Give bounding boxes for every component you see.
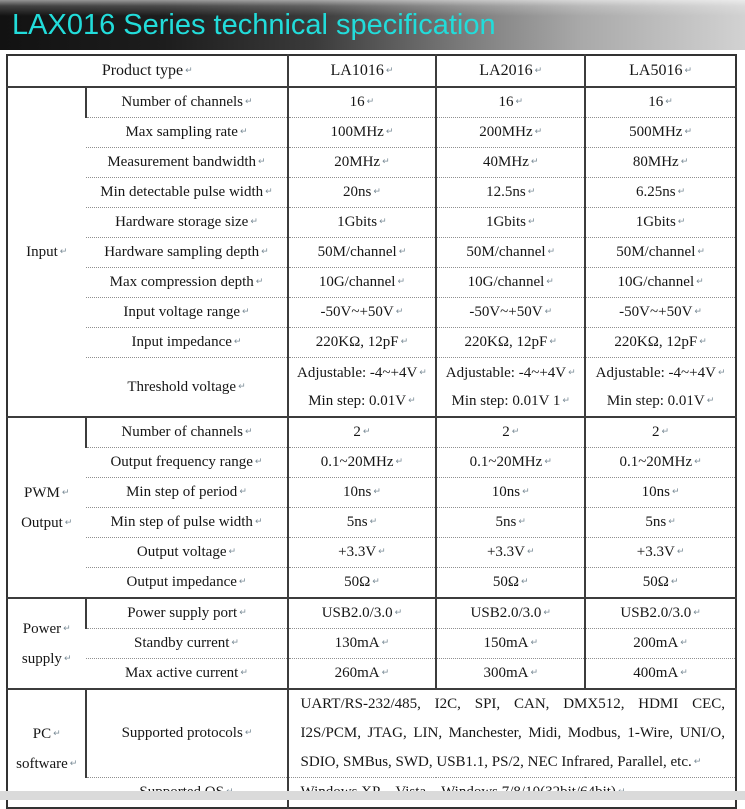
group-label-line: Output ↵ [21, 514, 73, 531]
value-cell: 16 ↵ [436, 87, 585, 118]
paragraph-mark-icon: ↵ [684, 127, 692, 138]
product-name-cell: LA2016 ↵ [436, 55, 585, 87]
paragraph-mark-icon: ↵ [665, 97, 673, 108]
value-cell: -50V~+50V ↵ [436, 298, 585, 328]
paragraph-mark-icon: ↵ [534, 66, 543, 76]
attr-cell: Min detectable pulse width ↵ [100, 184, 273, 201]
value-cell: 5ns ↵ [288, 508, 437, 538]
value-cell: USB2.0/3.0 ↵ [585, 598, 736, 629]
spec-row [7, 598, 736, 629]
paragraph-mark-icon: ↵ [717, 368, 726, 378]
value-cell: 50M/channel ↵ [436, 238, 585, 268]
paragraph-mark-icon: ↵ [526, 547, 535, 558]
attr-cell: Min step of pulse width ↵ [110, 514, 263, 531]
paragraph-mark-icon: ↵ [534, 127, 543, 138]
attr-cell: Number of channels ↵ [86, 87, 287, 118]
paragraph-mark-icon: ↵ [239, 608, 247, 619]
value-cell: 20MHz ↵ [288, 148, 437, 178]
spec-row [7, 178, 736, 208]
paragraph-mark-icon: ↵ [697, 247, 705, 258]
paragraph-mark-icon: ↵ [661, 427, 670, 438]
value-cell: 130mA ↵ [288, 629, 437, 659]
paragraph-mark-icon: ↵ [676, 547, 685, 558]
cell-line: Min step: 0.01V ↵ [308, 393, 416, 409]
paragraph-mark-icon: ↵ [369, 517, 378, 528]
paragraph-mark-icon: ↵ [527, 217, 536, 228]
value-cell: 220KΩ, 12pF ↵ [436, 328, 585, 358]
value-cell: 0.1~20MHz ↵ [288, 448, 437, 478]
paragraph-mark-icon: ↵ [530, 157, 539, 168]
value-cell [585, 358, 736, 418]
value-cell: 400mA ↵ [585, 659, 736, 690]
paragraph-mark-icon: ↵ [395, 307, 404, 318]
value-cell [288, 358, 437, 418]
paragraph-mark-icon: ↵ [233, 337, 242, 348]
spec-row [7, 417, 736, 448]
paragraph-mark-icon: ↵ [366, 97, 375, 108]
group-label-line: Input ↵ [26, 244, 68, 260]
paragraph-mark-icon: ↵ [521, 577, 529, 588]
value-cell: 10ns ↵ [436, 478, 585, 508]
paragraph-mark-icon: ↵ [668, 517, 676, 528]
spec-row [7, 148, 736, 178]
value-cell: 5ns ↵ [436, 508, 585, 538]
paragraph-mark-icon: ↵ [518, 517, 526, 528]
paragraph-mark-icon: ↵ [547, 247, 556, 258]
paragraph-mark-icon: ↵ [63, 653, 72, 664]
attr-cell: Power supply port ↵ [86, 598, 287, 629]
attr-cell: Output frequency range ↵ [110, 454, 263, 471]
spec-row [7, 448, 736, 478]
value-cell: 200mA ↵ [585, 629, 736, 659]
value-cell: 1Gbits ↵ [288, 208, 437, 238]
value-cell: 16 ↵ [585, 87, 736, 118]
spec-row [7, 328, 736, 358]
paragraph-mark-icon: ↵ [372, 577, 380, 588]
value-cell: USB2.0/3.0 ↵ [436, 598, 585, 629]
cell-line: I2S/PCM, JTAG, LIN, Manchester, Midi, Modbus, 1-Wire, UNI/O, [300, 725, 725, 741]
attr-cell: Supported protocols ↵ [86, 689, 287, 778]
paragraph-mark-icon: ↵ [245, 427, 253, 438]
attr-cell: Max sampling rate ↵ [125, 124, 248, 141]
value-cell: 50M/channel ↵ [288, 238, 437, 268]
value-cell: 220KΩ, 12pF ↵ [288, 328, 437, 358]
spec-row [7, 508, 736, 538]
value-cell: 50Ω ↵ [436, 568, 585, 599]
group-label-cell [7, 87, 86, 417]
attr-cell: Max compression depth ↵ [109, 274, 264, 291]
paragraph-mark-icon: ↵ [671, 487, 680, 498]
attr-cell: Min step of period ↵ [126, 484, 247, 501]
paragraph-mark-icon: ↵ [228, 547, 237, 558]
paragraph-mark-icon: ↵ [544, 307, 553, 318]
value-cell: 100MHz ↵ [288, 118, 437, 148]
attr-cell: Standby current ↵ [134, 635, 239, 652]
value-cell: 2 ↵ [436, 417, 585, 448]
value-cell: 200MHz ↵ [436, 118, 585, 148]
bottom-edge-bar [0, 791, 745, 800]
paragraph-mark-icon: ↵ [254, 517, 263, 528]
value-cell: 80MHz ↵ [585, 148, 736, 178]
value-cell: 300mA ↵ [436, 659, 585, 690]
paragraph-mark-icon: ↵ [543, 608, 551, 619]
paragraph-mark-icon: ↵ [381, 638, 390, 649]
attr-cell: Max active current ↵ [125, 665, 248, 682]
value-cell: 20ns ↵ [288, 178, 437, 208]
spec-row [7, 568, 736, 599]
cell-line: UART/RS-232/485, I2C, SPI, CAN, DMX512, HDMI CEC, [300, 696, 725, 712]
paragraph-mark-icon: ↵ [568, 368, 576, 378]
group-label-cell [7, 598, 86, 689]
paragraph-mark-icon: ↵ [515, 97, 523, 108]
paragraph-mark-icon: ↵ [680, 157, 689, 168]
paragraph-mark-icon: ↵ [677, 187, 686, 198]
value-cell: 10ns ↵ [585, 478, 736, 508]
group-label-line: PC ↵ [32, 725, 61, 742]
cell-line: Adjustable: -4~+4V ↵ [445, 365, 576, 381]
value-cell: 10ns ↵ [288, 478, 437, 508]
attr-cell: Hardware sampling depth ↵ [104, 244, 269, 261]
paragraph-mark-icon: ↵ [680, 638, 688, 649]
spec-row [7, 478, 736, 508]
paragraph-mark-icon: ↵ [242, 307, 250, 318]
product-name-cell: LA5016 ↵ [585, 55, 736, 87]
value-cell: 50Ω ↵ [585, 568, 736, 599]
spec-row [7, 659, 736, 690]
value-cell: 150mA ↵ [436, 629, 585, 659]
paragraph-mark-icon: ↵ [527, 187, 536, 198]
value-cell: 10G/channel ↵ [585, 268, 736, 298]
value-cell: 6.25ns ↵ [585, 178, 736, 208]
paragraph-mark-icon: ↵ [239, 487, 247, 498]
cell-line: Adjustable: -4~+4V ↵ [296, 365, 427, 381]
value-cell: 260mA ↵ [288, 659, 437, 690]
spec-row [7, 689, 736, 778]
value-cell: 50M/channel ↵ [585, 238, 736, 268]
paragraph-mark-icon: ↵ [254, 457, 263, 468]
paragraph-mark-icon: ↵ [699, 337, 707, 348]
spec-row [7, 238, 736, 268]
spec-row [7, 208, 736, 238]
paragraph-mark-icon: ↵ [381, 668, 390, 679]
paragraph-mark-icon: ↵ [694, 457, 702, 468]
group-label-line: supply ↵ [21, 650, 72, 667]
product-type-row [7, 55, 736, 87]
value-cell: 500MHz ↵ [585, 118, 736, 148]
paragraph-mark-icon: ↵ [53, 728, 61, 739]
spec-table-body [7, 55, 736, 808]
paragraph-mark-icon: ↵ [385, 127, 394, 138]
value-cell: 5ns ↵ [585, 508, 736, 538]
paragraph-mark-icon: ↵ [362, 427, 371, 438]
value-cell: 16 ↵ [288, 87, 437, 118]
group-label-cell [7, 417, 86, 598]
paragraph-mark-icon: ↵ [250, 217, 258, 228]
attr-cell: Input impedance ↵ [131, 334, 242, 351]
value-cell: 0.1~20MHz ↵ [585, 448, 736, 478]
value-cell [436, 358, 585, 418]
attr-cell: Hardware storage size ↵ [115, 214, 258, 231]
page-title: LAX016 Series technical specification [12, 8, 496, 41]
value-cell: 1Gbits ↵ [436, 208, 585, 238]
paragraph-mark-icon: ↵ [670, 577, 679, 588]
paragraph-mark-icon: ↵ [64, 517, 73, 528]
paragraph-mark-icon: ↵ [706, 396, 715, 406]
paragraph-mark-icon: ↵ [240, 668, 248, 679]
value-cell: +3.3V ↵ [436, 538, 585, 568]
product-type-label-cell: Product type ↵ [101, 62, 193, 79]
paragraph-mark-icon: ↵ [511, 427, 520, 438]
paragraph-mark-icon: ↵ [395, 457, 404, 468]
paragraph-mark-icon: ↵ [185, 66, 193, 76]
value-cell: 12.5ns ↵ [436, 178, 585, 208]
spec-row [7, 118, 736, 148]
paragraph-mark-icon: ↵ [680, 668, 688, 679]
value-cell: -50V~+50V ↵ [585, 298, 736, 328]
paragraph-mark-icon: ↵ [684, 66, 692, 76]
paragraph-mark-icon: ↵ [562, 396, 570, 406]
attr-cell: Output voltage ↵ [136, 544, 237, 561]
paragraph-mark-icon: ↵ [419, 368, 427, 378]
paragraph-mark-icon: ↵ [549, 337, 557, 348]
paragraph-mark-icon: ↵ [530, 638, 538, 649]
spec-row [7, 268, 736, 298]
cell-line: Min step: 0.01V 1 ↵ [451, 393, 570, 409]
paragraph-mark-icon: ↵ [258, 157, 266, 168]
paragraph-mark-icon: ↵ [408, 396, 416, 406]
paragraph-mark-icon: ↵ [239, 127, 248, 138]
spec-row [7, 298, 736, 328]
attr-cell: Threshold voltage ↵ [127, 378, 246, 395]
product-name-cell: LA1016 ↵ [288, 55, 437, 87]
paragraph-mark-icon: ↵ [373, 487, 381, 498]
paragraph-mark-icon: ↵ [238, 381, 246, 392]
value-cell: +3.3V ↵ [585, 538, 736, 568]
paragraph-mark-icon: ↵ [382, 157, 390, 168]
paragraph-mark-icon: ↵ [261, 247, 269, 258]
value-cell: -50V~+50V ↵ [288, 298, 437, 328]
paragraph-mark-icon: ↵ [59, 247, 68, 257]
paragraph-mark-icon: ↵ [400, 337, 409, 348]
title-banner [0, 0, 745, 50]
paragraph-mark-icon: ↵ [522, 487, 530, 498]
paragraph-mark-icon: ↵ [696, 277, 704, 288]
group-label-line: PWM ↵ [24, 484, 70, 501]
attr-cell: Output impedance ↵ [126, 574, 247, 591]
value-cell: 50Ω ↵ [288, 568, 437, 599]
paragraph-mark-icon: ↵ [244, 728, 253, 739]
paragraph-mark-icon: ↵ [69, 758, 78, 769]
paragraph-mark-icon: ↵ [677, 217, 686, 228]
value-cell: USB2.0/3.0 ↵ [288, 598, 437, 629]
paragraph-mark-icon: ↵ [245, 97, 253, 108]
paragraph-mark-icon: ↵ [694, 307, 702, 318]
paragraph-mark-icon: ↵ [61, 487, 70, 498]
value-cell: 40MHz ↵ [436, 148, 585, 178]
attr-cell: Number of channels ↵ [86, 417, 287, 448]
value-cell: 1Gbits ↵ [585, 208, 736, 238]
paragraph-mark-icon: ↵ [385, 66, 394, 76]
paragraph-mark-icon: ↵ [693, 757, 702, 767]
paragraph-mark-icon: ↵ [530, 668, 538, 679]
paragraph-mark-icon: ↵ [546, 277, 554, 288]
spec-row [7, 87, 736, 118]
paragraph-mark-icon: ↵ [398, 247, 407, 258]
cell-line: SDIO, SMBus, SWD, USB1.1, PS/2, NEC Infrared, Parallel, etc. ↵ [300, 754, 702, 770]
paragraph-mark-icon: ↵ [394, 608, 403, 619]
spec-row [7, 538, 736, 568]
spec-table [6, 54, 737, 809]
paragraph-mark-icon: ↵ [378, 547, 386, 558]
value-cell: 2 ↵ [585, 417, 736, 448]
cell-line: Min step: 0.01V ↵ [606, 393, 715, 409]
paragraph-mark-icon: ↵ [255, 277, 264, 288]
value-cell: 0.1~20MHz ↵ [436, 448, 585, 478]
spec-row [7, 629, 736, 659]
paragraph-mark-icon: ↵ [373, 187, 381, 198]
group-label-line: Power ↵ [22, 620, 71, 637]
group-label-line: software ↵ [16, 755, 78, 772]
value-cell: 2 ↵ [288, 417, 437, 448]
paragraph-mark-icon: ↵ [231, 638, 239, 649]
paragraph-mark-icon: ↵ [544, 457, 552, 468]
paragraph-mark-icon: ↵ [693, 608, 701, 619]
paragraph-mark-icon: ↵ [265, 187, 273, 198]
paragraph-mark-icon: ↵ [238, 577, 247, 588]
paragraph-mark-icon: ↵ [379, 217, 387, 228]
cell-line: Adjustable: -4~+4V ↵ [595, 365, 726, 381]
value-cell: 10G/channel ↵ [436, 268, 585, 298]
spec-row [7, 358, 736, 418]
value-cell: 10G/channel ↵ [288, 268, 437, 298]
value-cell [288, 689, 736, 778]
value-cell: 220KΩ, 12pF ↵ [585, 328, 736, 358]
value-cell: +3.3V ↵ [288, 538, 437, 568]
paragraph-mark-icon: ↵ [397, 277, 406, 288]
attr-cell: Measurement bandwidth ↵ [107, 154, 266, 171]
attr-cell: Input voltage range ↵ [123, 304, 250, 321]
paragraph-mark-icon: ↵ [63, 623, 71, 634]
